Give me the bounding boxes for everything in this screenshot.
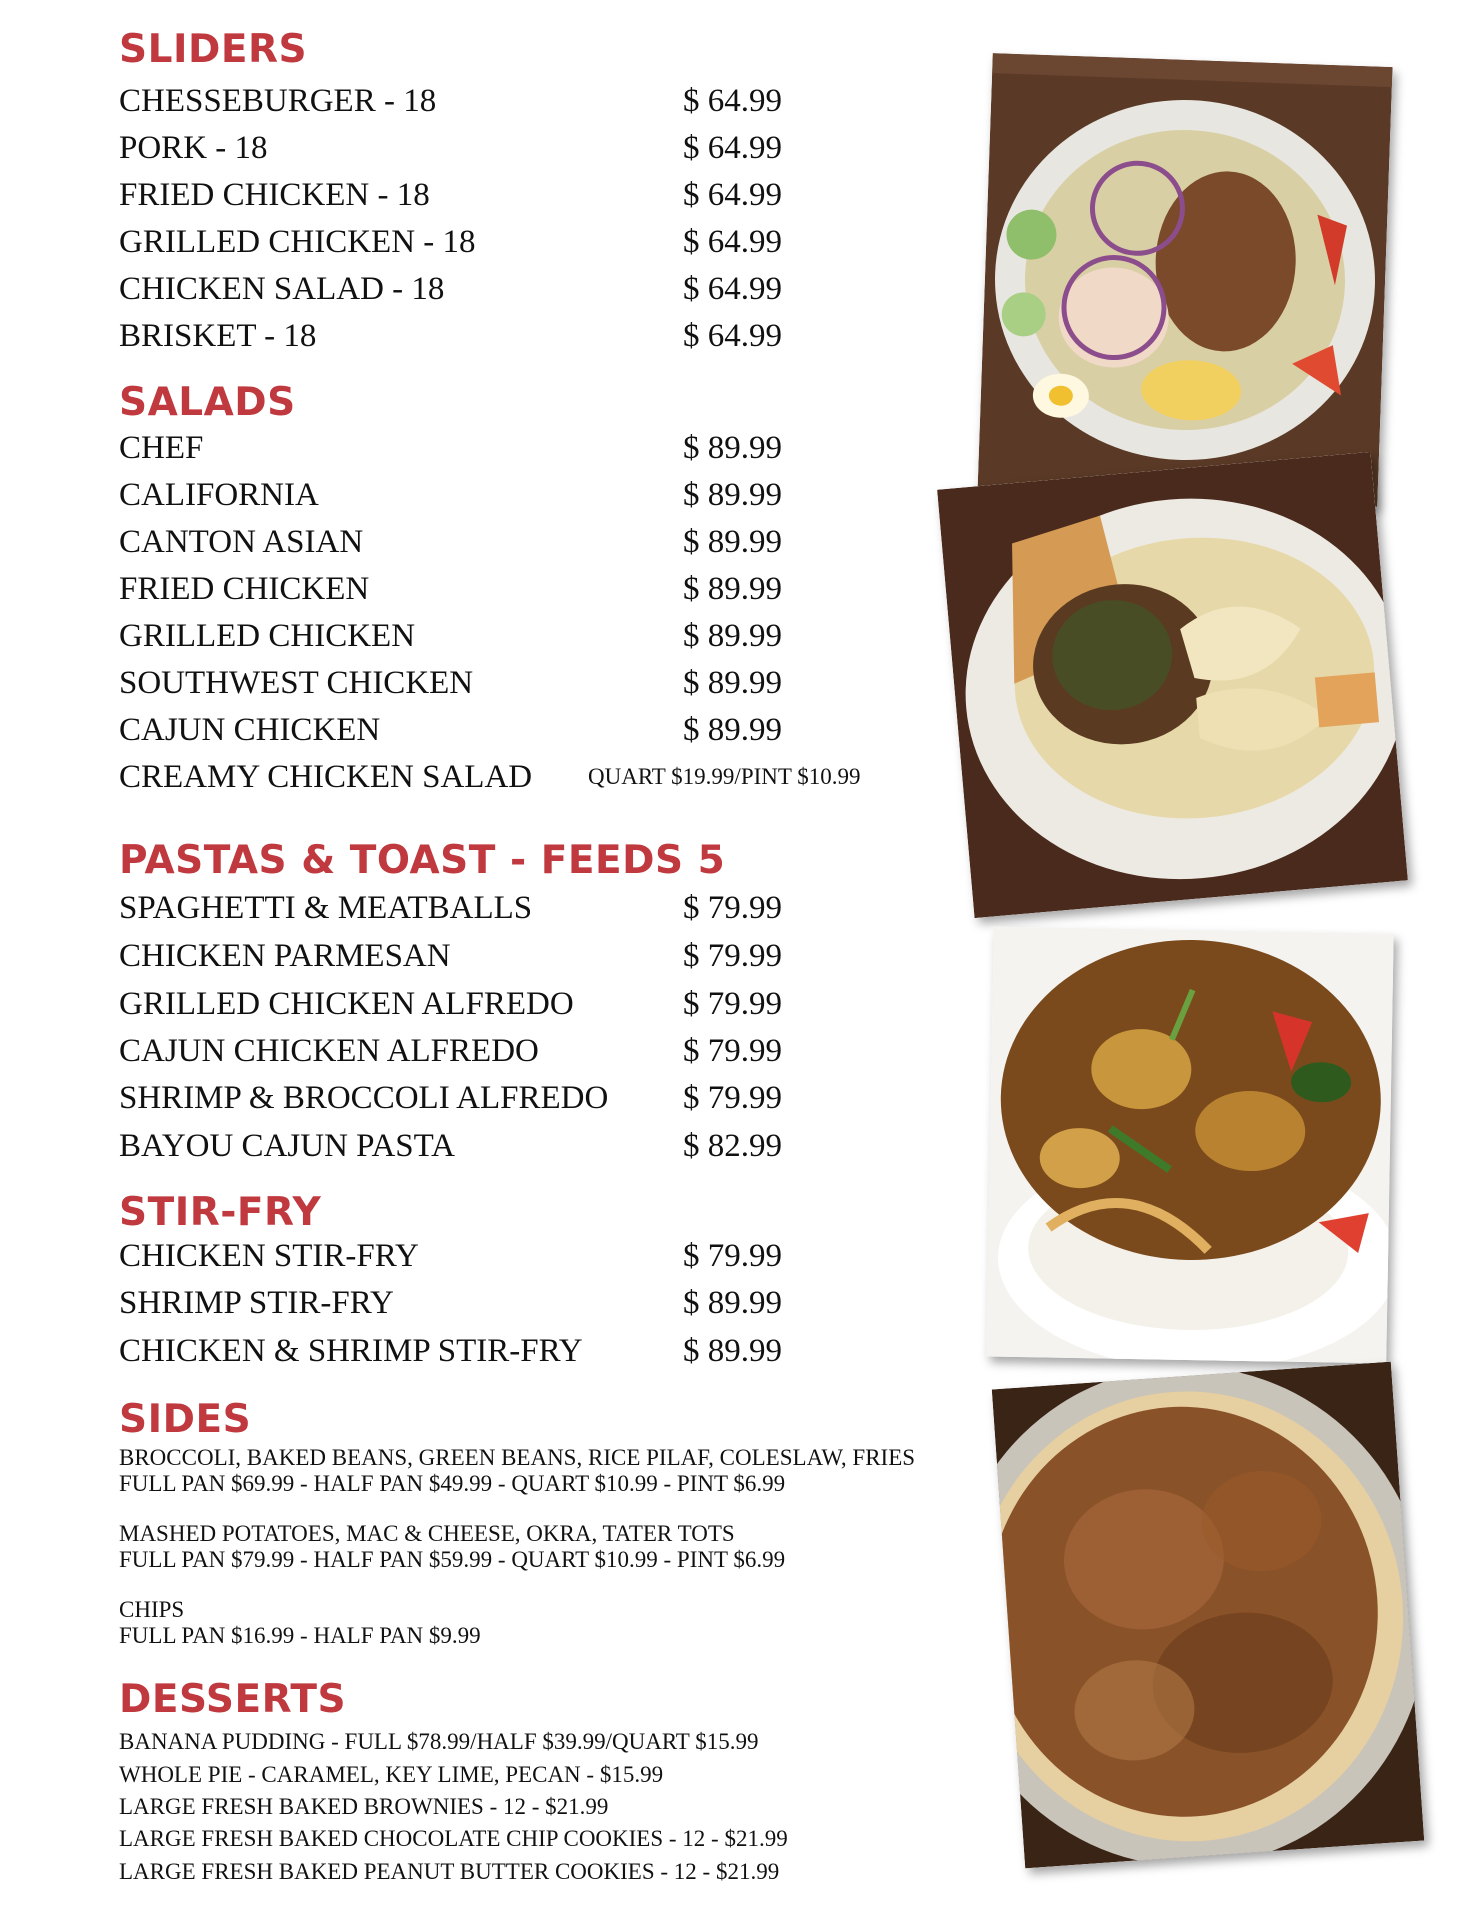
item-name: GRILLED CHICKEN - 18	[119, 224, 476, 260]
pasta-alfredo-photo	[937, 452, 1408, 918]
item-price: $ 89.99	[683, 524, 782, 560]
item-price: $ 89.99	[683, 1333, 782, 1369]
item-name: CHEF	[119, 430, 204, 466]
section-title-pastas: PASTAS & TOAST - FEEDS 5	[119, 838, 726, 883]
menu-item	[119, 81, 979, 121]
item-name: CAJUN CHICKEN	[119, 712, 381, 748]
menu-item	[119, 936, 979, 976]
item-name: CANTON ASIAN	[119, 524, 364, 560]
sides-items-line: BROCCOLI, BAKED BEANS, GREEN BEANS, RICE PILAF, COLESLAW, FRIES	[119, 1445, 916, 1470]
section-title-salads: SALADS	[119, 380, 296, 425]
menu-item	[119, 616, 979, 656]
menu-item	[119, 475, 979, 515]
menu-item	[119, 428, 979, 468]
stir-fry-photo	[986, 927, 1393, 1364]
item-name: CAJUN CHICKEN ALFREDO	[119, 1033, 539, 1069]
dessert-line: BANANA PUDDING - FULL $78.99/HALF $39.99/QUART $15.99	[119, 1729, 759, 1754]
dessert-line: WHOLE PIE - CARAMEL, KEY LIME, PECAN - $15.99	[119, 1762, 664, 1787]
item-name: CHICKEN & SHRIMP STIR-FRY	[119, 1333, 583, 1369]
item-name: CALIFORNIA	[119, 477, 319, 513]
item-name: BRISKET - 18	[119, 318, 317, 354]
item-name: CREAMY CHICKEN SALAD	[119, 759, 533, 795]
menu-item	[119, 757, 979, 797]
item-price: $ 89.99	[683, 618, 782, 654]
menu-item	[119, 269, 979, 309]
item-price: $ 79.99	[683, 938, 782, 974]
item-name: SOUTHWEST CHICKEN	[119, 665, 474, 701]
section-title-desserts: DESSERTS	[119, 1677, 347, 1722]
item-name: CHESSEBURGER - 18	[119, 83, 437, 119]
menu-item	[119, 1031, 979, 1071]
menu-item	[119, 1331, 979, 1371]
item-price: $ 79.99	[683, 1080, 782, 1116]
item-name: FRIED CHICKEN	[119, 571, 370, 607]
menu-item	[119, 522, 979, 562]
menu-item	[119, 1283, 979, 1323]
section-title-sliders: SLIDERS	[119, 27, 308, 72]
menu-item	[119, 710, 979, 750]
item-price: $ 64.99	[683, 224, 782, 260]
item-price: $ 89.99	[683, 430, 782, 466]
item-name: GRILLED CHICKEN	[119, 618, 416, 654]
item-price: $ 64.99	[683, 130, 782, 166]
menu-item	[119, 1236, 979, 1276]
item-price: $ 82.99	[683, 1128, 782, 1164]
sides-items-line: CHIPS	[119, 1597, 185, 1622]
item-name: SHRIMP & BROCCOLI ALFREDO	[119, 1080, 609, 1116]
menu-item	[119, 888, 979, 928]
item-price: $ 89.99	[683, 477, 782, 513]
item-price: QUART $19.99/PINT $10.99	[588, 764, 861, 789]
item-price: $ 89.99	[683, 571, 782, 607]
item-price: $ 89.99	[683, 712, 782, 748]
menu-item	[119, 316, 979, 356]
menu-item	[119, 984, 979, 1024]
item-price: $ 89.99	[683, 1285, 782, 1321]
item-price: $ 79.99	[683, 986, 782, 1022]
item-name: CHICKEN PARMESAN	[119, 938, 451, 974]
item-price: $ 64.99	[683, 83, 782, 119]
item-price: $ 64.99	[683, 177, 782, 213]
item-price: $ 79.99	[683, 890, 782, 926]
dessert-line: LARGE FRESH BAKED BROWNIES - 12 - $21.99	[119, 1794, 609, 1819]
item-price: $ 79.99	[683, 1238, 782, 1274]
item-name: CHICKEN STIR-FRY	[119, 1238, 419, 1274]
pecan-pie-photo	[992, 1362, 1425, 1869]
menu-item	[119, 175, 979, 215]
sides-items-line: MASHED POTATOES, MAC & CHEESE, OKRA, TATER TOTS	[119, 1521, 735, 1546]
item-name: PORK - 18	[119, 130, 268, 166]
sides-price-line: FULL PAN $69.99 - HALF PAN $49.99 - QUART $10.99 - PINT $6.99	[119, 1471, 786, 1496]
menu-item	[119, 1126, 979, 1166]
item-name: GRILLED CHICKEN ALFREDO	[119, 986, 574, 1022]
item-name: SHRIMP STIR-FRY	[119, 1285, 394, 1321]
item-price: $ 89.99	[683, 665, 782, 701]
item-price: $ 64.99	[683, 271, 782, 307]
menu-item	[119, 663, 979, 703]
menu-item	[119, 222, 979, 262]
item-name: FRIED CHICKEN - 18	[119, 177, 430, 213]
dessert-line: LARGE FRESH BAKED PEANUT BUTTER COOKIES - 12 - $21.99	[119, 1859, 780, 1884]
sides-price-line: FULL PAN $79.99 - HALF PAN $59.99 - QUART $10.99 - PINT $6.99	[119, 1547, 786, 1572]
menu-item	[119, 569, 979, 609]
section-title-sides: SIDES	[119, 1397, 252, 1442]
menu-item	[119, 1078, 979, 1118]
sides-price-line: FULL PAN $16.99 - HALF PAN $9.99	[119, 1623, 481, 1648]
menu-item	[119, 128, 979, 168]
item-name: SPAGHETTI & MEATBALLS	[119, 890, 533, 926]
chef-salad-photo	[977, 53, 1392, 507]
item-price: $ 79.99	[683, 1033, 782, 1069]
item-price: $ 64.99	[683, 318, 782, 354]
section-title-stir-fry: STIR-FRY	[119, 1190, 322, 1235]
item-name: BAYOU CAJUN PASTA	[119, 1128, 456, 1164]
dessert-line: LARGE FRESH BAKED CHOCOLATE CHIP COOKIES - 12 - $21.99	[119, 1826, 788, 1851]
item-name: CHICKEN SALAD - 18	[119, 271, 445, 307]
